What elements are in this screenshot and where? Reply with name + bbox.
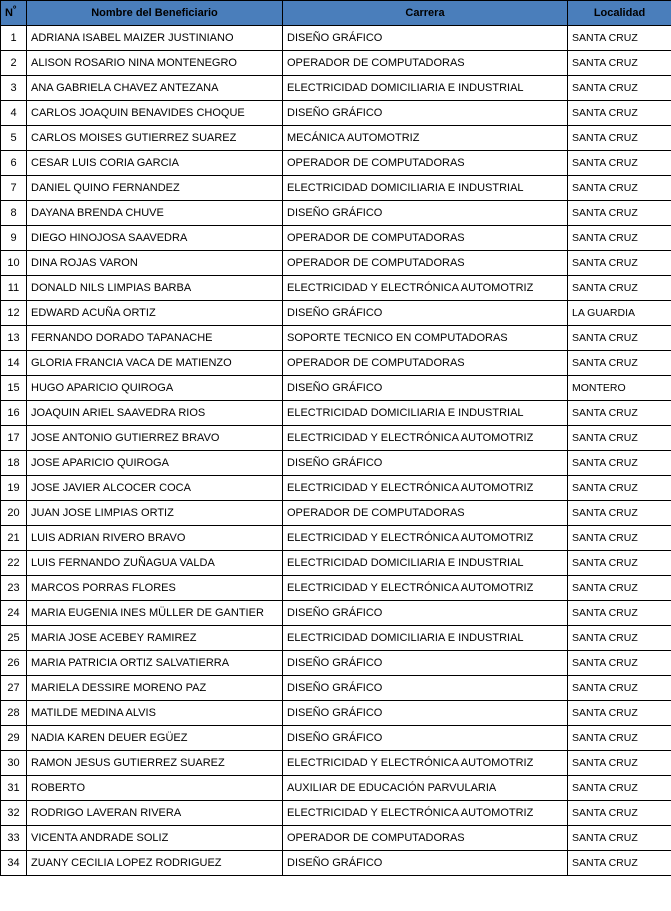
locality-name: SANTA CRUZ bbox=[568, 801, 671, 826]
beneficiary-name: VICENTA ANDRADE SOLIZ bbox=[27, 826, 283, 851]
beneficiary-name: ALISON ROSARIO NINA MONTENEGRO bbox=[27, 51, 283, 76]
table-row[interactable] bbox=[1, 451, 671, 476]
career-name: ELECTRICIDAD DOMICILIARIA E INDUSTRIAL bbox=[283, 176, 568, 201]
row-number: 17 bbox=[1, 426, 27, 451]
table-row[interactable] bbox=[1, 751, 671, 776]
beneficiary-name: DONALD NILS LIMPIAS BARBA bbox=[27, 276, 283, 301]
table-row[interactable] bbox=[1, 651, 671, 676]
row-number: 23 bbox=[1, 576, 27, 601]
table-row[interactable] bbox=[1, 26, 671, 51]
column-header-localidad[interactable]: Localidad bbox=[568, 1, 671, 26]
career-name: DISEÑO GRÁFICO bbox=[283, 101, 568, 126]
table-row[interactable] bbox=[1, 851, 671, 876]
beneficiary-name: ROBERTO bbox=[27, 776, 283, 801]
career-name: DISEÑO GRÁFICO bbox=[283, 301, 568, 326]
career-name: OPERADOR DE COMPUTADORAS bbox=[283, 826, 568, 851]
table-row[interactable] bbox=[1, 476, 671, 501]
career-name: AUXILIAR DE EDUCACIÓN PARVULARIA bbox=[283, 776, 568, 801]
row-number: 6 bbox=[1, 151, 27, 176]
row-number: 15 bbox=[1, 376, 27, 401]
locality-name: SANTA CRUZ bbox=[568, 226, 671, 251]
table-row[interactable] bbox=[1, 226, 671, 251]
locality-name: SANTA CRUZ bbox=[568, 501, 671, 526]
row-number: 20 bbox=[1, 501, 27, 526]
row-number: 9 bbox=[1, 226, 27, 251]
career-name: ELECTRICIDAD Y ELECTRÓNICA AUTOMOTRIZ bbox=[283, 426, 568, 451]
locality-name: SANTA CRUZ bbox=[568, 551, 671, 576]
locality-name: SANTA CRUZ bbox=[568, 426, 671, 451]
column-header-nombre[interactable]: Nombre del Beneficiario bbox=[27, 1, 283, 26]
beneficiary-name: MARCOS PORRAS FLORES bbox=[27, 576, 283, 601]
row-number: 34 bbox=[1, 851, 27, 876]
table-row[interactable] bbox=[1, 576, 671, 601]
row-number: 21 bbox=[1, 526, 27, 551]
row-number: 22 bbox=[1, 551, 27, 576]
career-name: OPERADOR DE COMPUTADORAS bbox=[283, 251, 568, 276]
table-row[interactable] bbox=[1, 551, 671, 576]
career-name: MECÁNICA AUTOMOTRIZ bbox=[283, 126, 568, 151]
beneficiary-name: DINA ROJAS VARON bbox=[27, 251, 283, 276]
table-row[interactable] bbox=[1, 526, 671, 551]
beneficiary-name: RAMON JESUS GUTIERREZ SUAREZ bbox=[27, 751, 283, 776]
beneficiary-name: LUIS ADRIAN RIVERO BRAVO bbox=[27, 526, 283, 551]
beneficiary-name: MATILDE MEDINA ALVIS bbox=[27, 701, 283, 726]
locality-name: SANTA CRUZ bbox=[568, 576, 671, 601]
table-row[interactable] bbox=[1, 276, 671, 301]
beneficiary-name: CARLOS MOISES GUTIERREZ SUAREZ bbox=[27, 126, 283, 151]
beneficiary-name: MARIELA DESSIRE MORENO PAZ bbox=[27, 676, 283, 701]
locality-name: SANTA CRUZ bbox=[568, 451, 671, 476]
table-row[interactable] bbox=[1, 726, 671, 751]
table-row[interactable] bbox=[1, 151, 671, 176]
locality-name: SANTA CRUZ bbox=[568, 351, 671, 376]
beneficiary-name: RODRIGO LAVERAN RIVERA bbox=[27, 801, 283, 826]
locality-name: SANTA CRUZ bbox=[568, 826, 671, 851]
table-row[interactable] bbox=[1, 601, 671, 626]
table-row[interactable] bbox=[1, 126, 671, 151]
beneficiary-name: LUIS FERNANDO ZUÑAGUA VALDA bbox=[27, 551, 283, 576]
career-name: ELECTRICIDAD Y ELECTRÓNICA AUTOMOTRIZ bbox=[283, 751, 568, 776]
row-number: 2 bbox=[1, 51, 27, 76]
career-name: ELECTRICIDAD Y ELECTRÓNICA AUTOMOTRIZ bbox=[283, 801, 568, 826]
beneficiary-name: CARLOS JOAQUIN BENAVIDES CHOQUE bbox=[27, 101, 283, 126]
row-number: 32 bbox=[1, 801, 27, 826]
beneficiary-name: ZUANY CECILIA LOPEZ RODRIGUEZ bbox=[27, 851, 283, 876]
locality-name: SANTA CRUZ bbox=[568, 726, 671, 751]
beneficiary-name: NADIA KAREN DEUER EGÜEZ bbox=[27, 726, 283, 751]
table-row[interactable] bbox=[1, 201, 671, 226]
career-name: SOPORTE TECNICO EN COMPUTADORAS bbox=[283, 326, 568, 351]
career-name: OPERADOR DE COMPUTADORAS bbox=[283, 351, 568, 376]
career-name: DISEÑO GRÁFICO bbox=[283, 376, 568, 401]
table-row[interactable] bbox=[1, 376, 671, 401]
table-row[interactable] bbox=[1, 501, 671, 526]
row-number: 11 bbox=[1, 276, 27, 301]
career-name: DISEÑO GRÁFICO bbox=[283, 726, 568, 751]
row-number: 27 bbox=[1, 676, 27, 701]
career-name: ELECTRICIDAD DOMICILIARIA E INDUSTRIAL bbox=[283, 626, 568, 651]
row-number: 3 bbox=[1, 76, 27, 101]
career-name: DISEÑO GRÁFICO bbox=[283, 26, 568, 51]
career-name: DISEÑO GRÁFICO bbox=[283, 201, 568, 226]
beneficiary-name: DANIEL QUINO FERNANDEZ bbox=[27, 176, 283, 201]
career-name: ELECTRICIDAD DOMICILIARIA E INDUSTRIAL bbox=[283, 76, 568, 101]
locality-name: SANTA CRUZ bbox=[568, 126, 671, 151]
locality-name: SANTA CRUZ bbox=[568, 626, 671, 651]
table-row[interactable] bbox=[1, 76, 671, 101]
beneficiary-name: GLORIA FRANCIA VACA DE MATIENZO bbox=[27, 351, 283, 376]
row-number: 4 bbox=[1, 101, 27, 126]
ordinal-indicator-icon: º bbox=[12, 3, 17, 14]
table-row[interactable] bbox=[1, 51, 671, 76]
column-header-carrera[interactable]: Carrera bbox=[283, 1, 568, 26]
beneficiary-name: JOSE ANTONIO GUTIERREZ BRAVO bbox=[27, 426, 283, 451]
row-number: 24 bbox=[1, 601, 27, 626]
row-number: 29 bbox=[1, 726, 27, 751]
career-name: ELECTRICIDAD Y ELECTRÓNICA AUTOMOTRIZ bbox=[283, 476, 568, 501]
beneficiary-name: HUGO APARICIO QUIROGA bbox=[27, 376, 283, 401]
locality-name: SANTA CRUZ bbox=[568, 326, 671, 351]
career-name: ELECTRICIDAD Y ELECTRÓNICA AUTOMOTRIZ bbox=[283, 526, 568, 551]
beneficiary-name: DAYANA BRENDA CHUVE bbox=[27, 201, 283, 226]
locality-name: SANTA CRUZ bbox=[568, 476, 671, 501]
career-name: DISEÑO GRÁFICO bbox=[283, 676, 568, 701]
table-row[interactable] bbox=[1, 301, 671, 326]
table-row[interactable] bbox=[1, 801, 671, 826]
career-name: OPERADOR DE COMPUTADORAS bbox=[283, 151, 568, 176]
row-number: 12 bbox=[1, 301, 27, 326]
career-name: DISEÑO GRÁFICO bbox=[283, 651, 568, 676]
row-number: 26 bbox=[1, 651, 27, 676]
beneficiary-name: CESAR LUIS CORIA GARCIA bbox=[27, 151, 283, 176]
locality-name: SANTA CRUZ bbox=[568, 851, 671, 876]
career-name: ELECTRICIDAD Y ELECTRÓNICA AUTOMOTRIZ bbox=[283, 576, 568, 601]
career-name: DISEÑO GRÁFICO bbox=[283, 851, 568, 876]
row-number: 31 bbox=[1, 776, 27, 801]
locality-name: SANTA CRUZ bbox=[568, 76, 671, 101]
locality-name: SANTA CRUZ bbox=[568, 201, 671, 226]
row-number: 18 bbox=[1, 451, 27, 476]
beneficiary-name: JOSE APARICIO QUIROGA bbox=[27, 451, 283, 476]
beneficiary-name: JUAN JOSE LIMPIAS ORTIZ bbox=[27, 501, 283, 526]
locality-name: SANTA CRUZ bbox=[568, 601, 671, 626]
row-number: 1 bbox=[1, 26, 27, 51]
row-number: 8 bbox=[1, 201, 27, 226]
beneficiary-name: EDWARD ACUÑA ORTIZ bbox=[27, 301, 283, 326]
beneficiary-name: MARIA PATRICIA ORTIZ SALVATIERRA bbox=[27, 651, 283, 676]
table-row[interactable] bbox=[1, 426, 671, 451]
row-number: 5 bbox=[1, 126, 27, 151]
row-number: 10 bbox=[1, 251, 27, 276]
table-row[interactable] bbox=[1, 101, 671, 126]
column-header-numero-label: N bbox=[5, 7, 13, 19]
locality-name: SANTA CRUZ bbox=[568, 651, 671, 676]
table-row[interactable] bbox=[1, 776, 671, 801]
row-number: 13 bbox=[1, 326, 27, 351]
career-name: DISEÑO GRÁFICO bbox=[283, 451, 568, 476]
career-name: DISEÑO GRÁFICO bbox=[283, 701, 568, 726]
column-header-numero[interactable] bbox=[1, 1, 27, 26]
locality-name: SANTA CRUZ bbox=[568, 26, 671, 51]
career-name: DISEÑO GRÁFICO bbox=[283, 601, 568, 626]
row-number: 28 bbox=[1, 701, 27, 726]
row-number: 14 bbox=[1, 351, 27, 376]
locality-name: SANTA CRUZ bbox=[568, 701, 671, 726]
beneficiary-name: MARIA EUGENIA INES MÜLLER DE GANTIER bbox=[27, 601, 283, 626]
career-name: ELECTRICIDAD Y ELECTRÓNICA AUTOMOTRIZ bbox=[283, 276, 568, 301]
row-number: 16 bbox=[1, 401, 27, 426]
beneficiary-name: DIEGO HINOJOSA SAAVEDRA bbox=[27, 226, 283, 251]
table-header bbox=[1, 1, 671, 26]
locality-name: SANTA CRUZ bbox=[568, 401, 671, 426]
beneficiary-name: ADRIANA ISABEL MAIZER JUSTINIANO bbox=[27, 26, 283, 51]
row-number: 33 bbox=[1, 826, 27, 851]
table-body bbox=[1, 26, 671, 876]
row-number: 7 bbox=[1, 176, 27, 201]
table-row[interactable] bbox=[1, 826, 671, 851]
career-name: ELECTRICIDAD DOMICILIARIA E INDUSTRIAL bbox=[283, 401, 568, 426]
beneficiary-name: FERNANDO DORADO TAPANACHE bbox=[27, 326, 283, 351]
table-row[interactable] bbox=[1, 401, 671, 426]
beneficiary-name: JOAQUIN ARIEL SAAVEDRA RIOS bbox=[27, 401, 283, 426]
locality-name: SANTA CRUZ bbox=[568, 776, 671, 801]
locality-name: SANTA CRUZ bbox=[568, 51, 671, 76]
beneficiary-name: JOSE JAVIER ALCOCER COCA bbox=[27, 476, 283, 501]
locality-name: SANTA CRUZ bbox=[568, 676, 671, 701]
row-number: 19 bbox=[1, 476, 27, 501]
table-row[interactable] bbox=[1, 626, 671, 651]
beneficiary-name: MARIA JOSE ACEBEY RAMIREZ bbox=[27, 626, 283, 651]
table-row[interactable] bbox=[1, 251, 671, 276]
table-row[interactable] bbox=[1, 676, 671, 701]
locality-name: SANTA CRUZ bbox=[568, 276, 671, 301]
locality-name: SANTA CRUZ bbox=[568, 151, 671, 176]
table-row[interactable] bbox=[1, 176, 671, 201]
locality-name: SANTA CRUZ bbox=[568, 101, 671, 126]
table-row[interactable] bbox=[1, 701, 671, 726]
locality-name: LA GUARDIA bbox=[568, 301, 671, 326]
locality-name: SANTA CRUZ bbox=[568, 176, 671, 201]
career-name: OPERADOR DE COMPUTADORAS bbox=[283, 226, 568, 251]
locality-name: MONTERO bbox=[568, 376, 671, 401]
locality-name: SANTA CRUZ bbox=[568, 526, 671, 551]
locality-name: SANTA CRUZ bbox=[568, 751, 671, 776]
career-name: OPERADOR DE COMPUTADORAS bbox=[283, 501, 568, 526]
row-number: 30 bbox=[1, 751, 27, 776]
beneficiary-name: ANA GABRIELA CHAVEZ ANTEZANA bbox=[27, 76, 283, 101]
career-name: ELECTRICIDAD DOMICILIARIA E INDUSTRIAL bbox=[283, 551, 568, 576]
career-name: OPERADOR DE COMPUTADORAS bbox=[283, 51, 568, 76]
row-number: 25 bbox=[1, 626, 27, 651]
table-row[interactable] bbox=[1, 326, 671, 351]
locality-name: SANTA CRUZ bbox=[568, 251, 671, 276]
table-row[interactable] bbox=[1, 351, 671, 376]
table-header-row bbox=[1, 1, 671, 26]
